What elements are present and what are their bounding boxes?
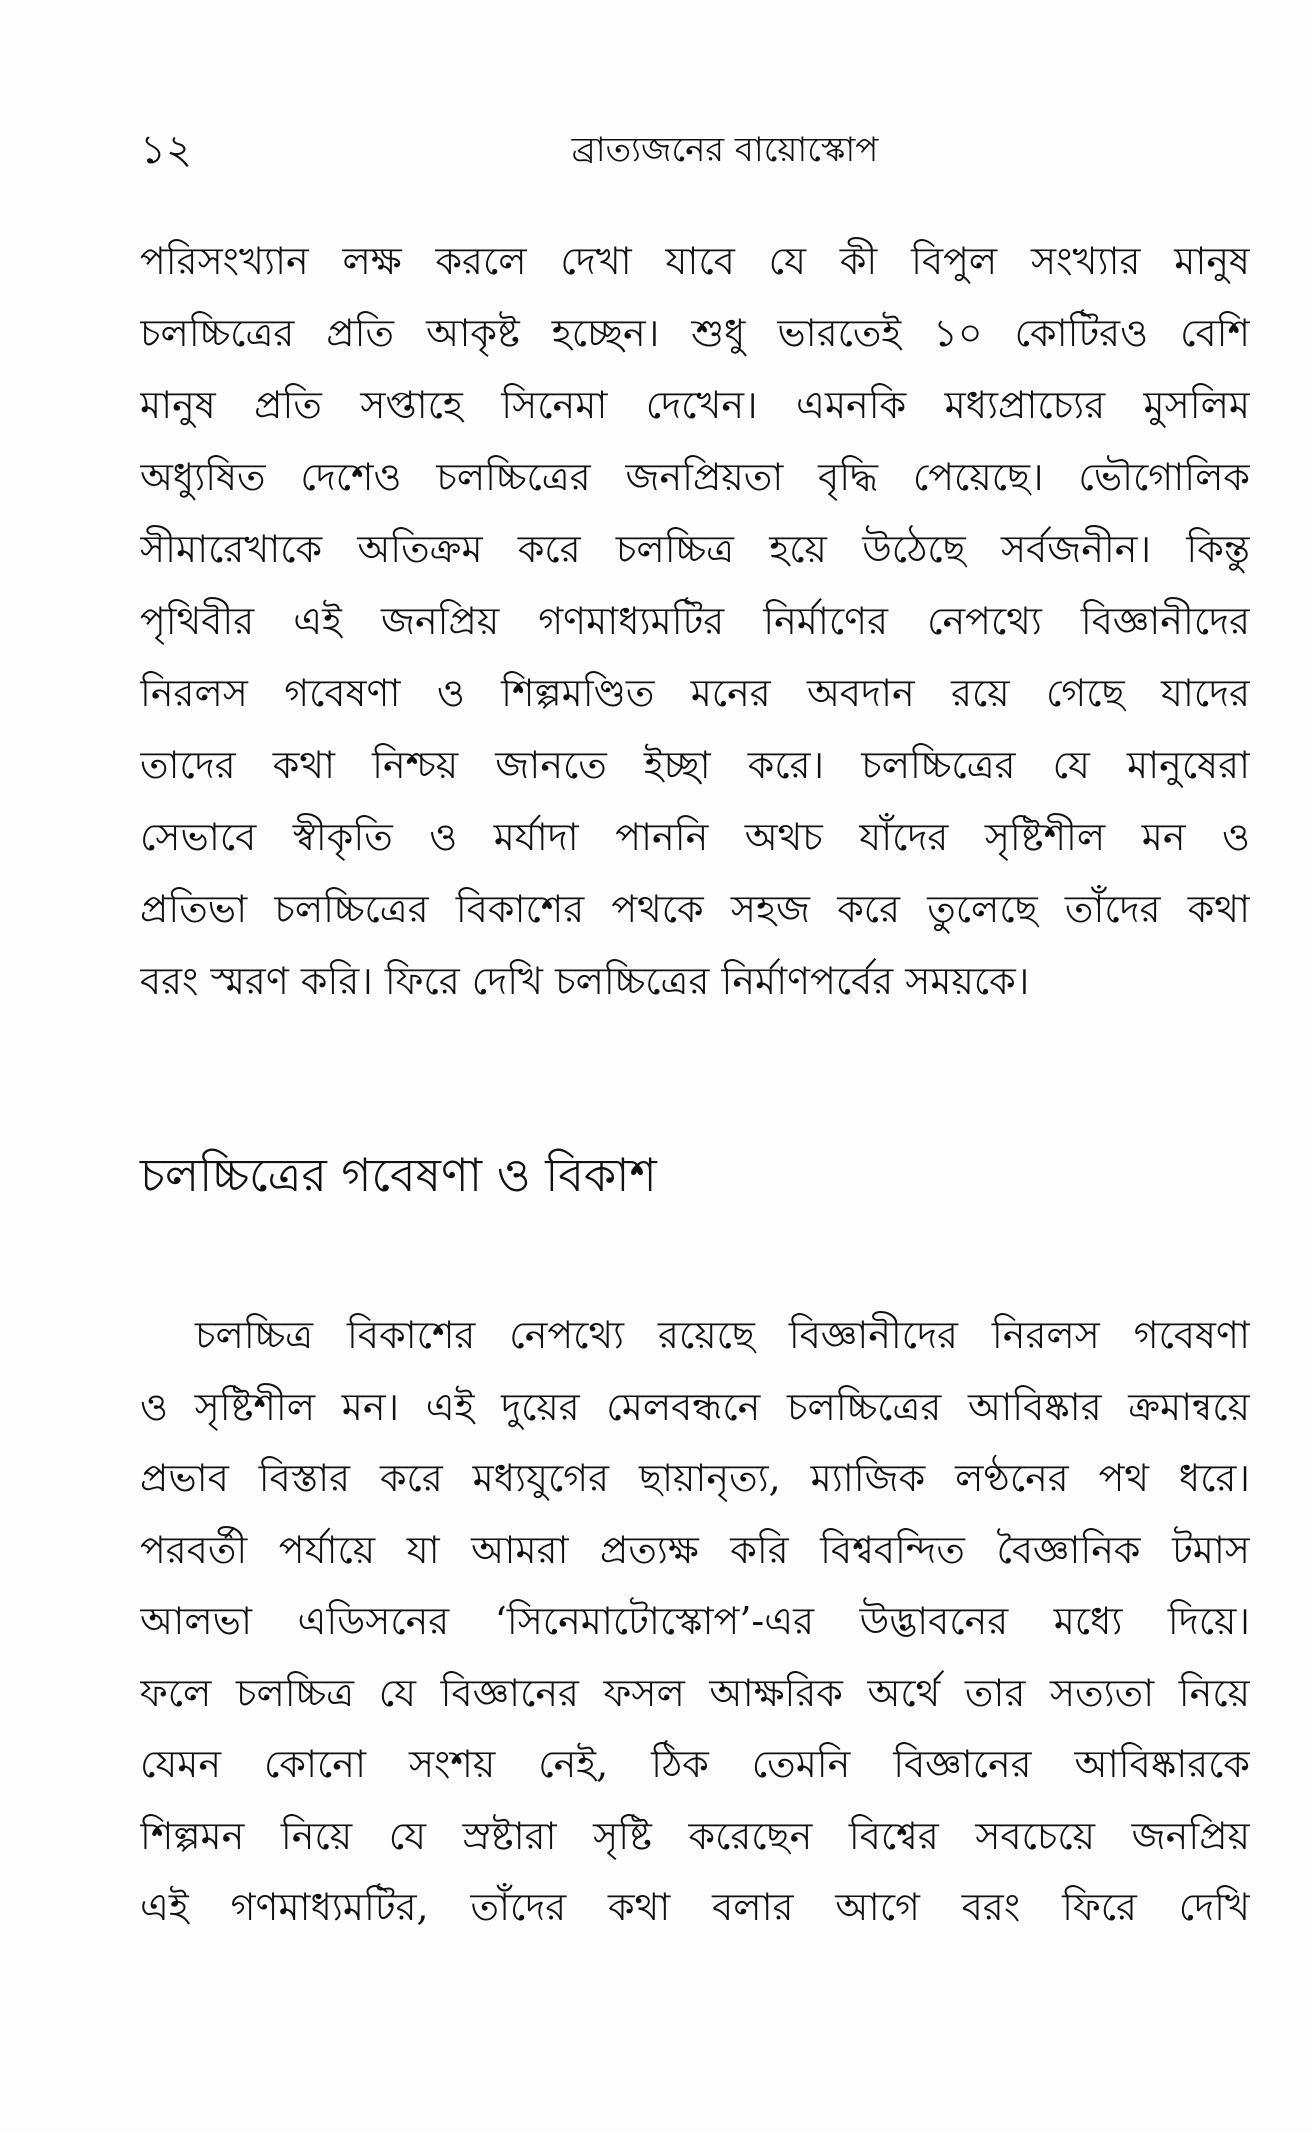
text-line: ও সৃষ্টিশীল মন। এই দুয়ের মেলবন্ধনে চলচ্চিত্রের আবিষ্কার ক্রমান্বয়ে (140, 1384, 1250, 1429)
book-title: ব্রাত্যজনের বায়োস্কোপ (571, 130, 879, 170)
text-line: বরং স্মরণ করি। ফিরে দেখি চলচ্চিত্রের নির্মাণপর্বের সময়কে। (140, 959, 1030, 1003)
paragraph-intro (140, 225, 1250, 1017)
running-header (140, 120, 1250, 180)
text-line: শিল্পমন নিয়ে যে স্রষ্টারা সৃষ্টি করেছেন বিশ্বের সবচেয়ে জনপ্রিয় (140, 1813, 1250, 1858)
text-line: মানুষ প্রতি সপ্তাহে সিনেমা দেখেন। এমনকি মধ্যপ্রাচ্যের মুসলিম (140, 383, 1250, 427)
text-line: পরবর্তী পর্যায়ে যা আমরা প্রত্যক্ষ করি বিশ্ববন্দিত বৈজ্ঞানিক টমাস (140, 1527, 1250, 1572)
text-line: তাদের কথা নিশ্চয় জানতে ইচ্ছা করে। চলচ্চিত্রের যে মানুষেরা (140, 743, 1250, 787)
text-line: অধ্যুষিত দেশেও চলচ্চিত্রের জনপ্রিয়তা বৃদ্ধি পেয়েছে। ভৌগোলিক (140, 455, 1250, 499)
text-line: যেমন কোনো সংশয় নেই, ঠিক তেমনি বিজ্ঞানের আবিষ্কারকে (140, 1742, 1250, 1786)
text-line: পরিসংখ্যান লক্ষ করলে দেখা যাবে যে কী বিপুল সংখ্যার মানুষ (140, 239, 1250, 283)
text-line: সেভাবে স্বীকৃতি ও মর্যাদা পাননি অথচ যাঁদের সৃষ্টিশীল মন ও (140, 815, 1250, 859)
page-number: ১২ (140, 127, 192, 173)
text-line: চলচ্চিত্র বিকাশের নেপথ্যে রয়েছে বিজ্ঞানীদের নিরলস গবেষণা (195, 1313, 1250, 1357)
section-heading: চলচ্চিত্রের গবেষণা ও বিকাশ (140, 1148, 657, 1202)
text-line: চলচ্চিত্রের প্রতি আকৃষ্ট হচ্ছেন। শুধু ভারতেই ১০ কোটিরও বেশি (140, 311, 1250, 355)
text-line: প্রভাব বিস্তার করে মধ্যযুগের ছায়ানৃত্য, ম্যাজিক লণ্ঠনের পথ ধরে। (140, 1456, 1250, 1500)
text-line: সীমারেখাকে অতিক্রম করে চলচ্চিত্র হয়ে উঠেছে সর্বজনীন। কিন্তু (140, 527, 1250, 571)
text-line: আলভা এডিসনের ‘সিনেমাটোস্কোপ’-এর উদ্ভাবনের মধ্যে দিয়ে। (140, 1599, 1250, 1643)
paragraph-research (140, 1300, 1250, 1944)
text-line: পৃথিবীর এই জনপ্রিয় গণমাধ্যমটির নির্মাণের নেপথ্যে বিজ্ঞানীদের (140, 599, 1250, 643)
text-line: প্রতিভা চলচ্চিত্রের বিকাশের পথকে সহজ করে তুলেছে তাঁদের কথা (140, 887, 1250, 931)
text-line: নিরলস গবেষণা ও শিল্পমণ্ডিত মনের অবদান রয়ে গেছে যাদের (140, 671, 1250, 715)
text-line: ফলে চলচ্চিত্র যে বিজ্ঞানের ফসল আক্ষরিক অর্থে তার সত্যতা নিয়ে (140, 1670, 1250, 1715)
text-line: এই গণমাধ্যমটির, তাঁদের কথা বলার আগে বরং ফিরে দেখি (140, 1885, 1250, 1929)
